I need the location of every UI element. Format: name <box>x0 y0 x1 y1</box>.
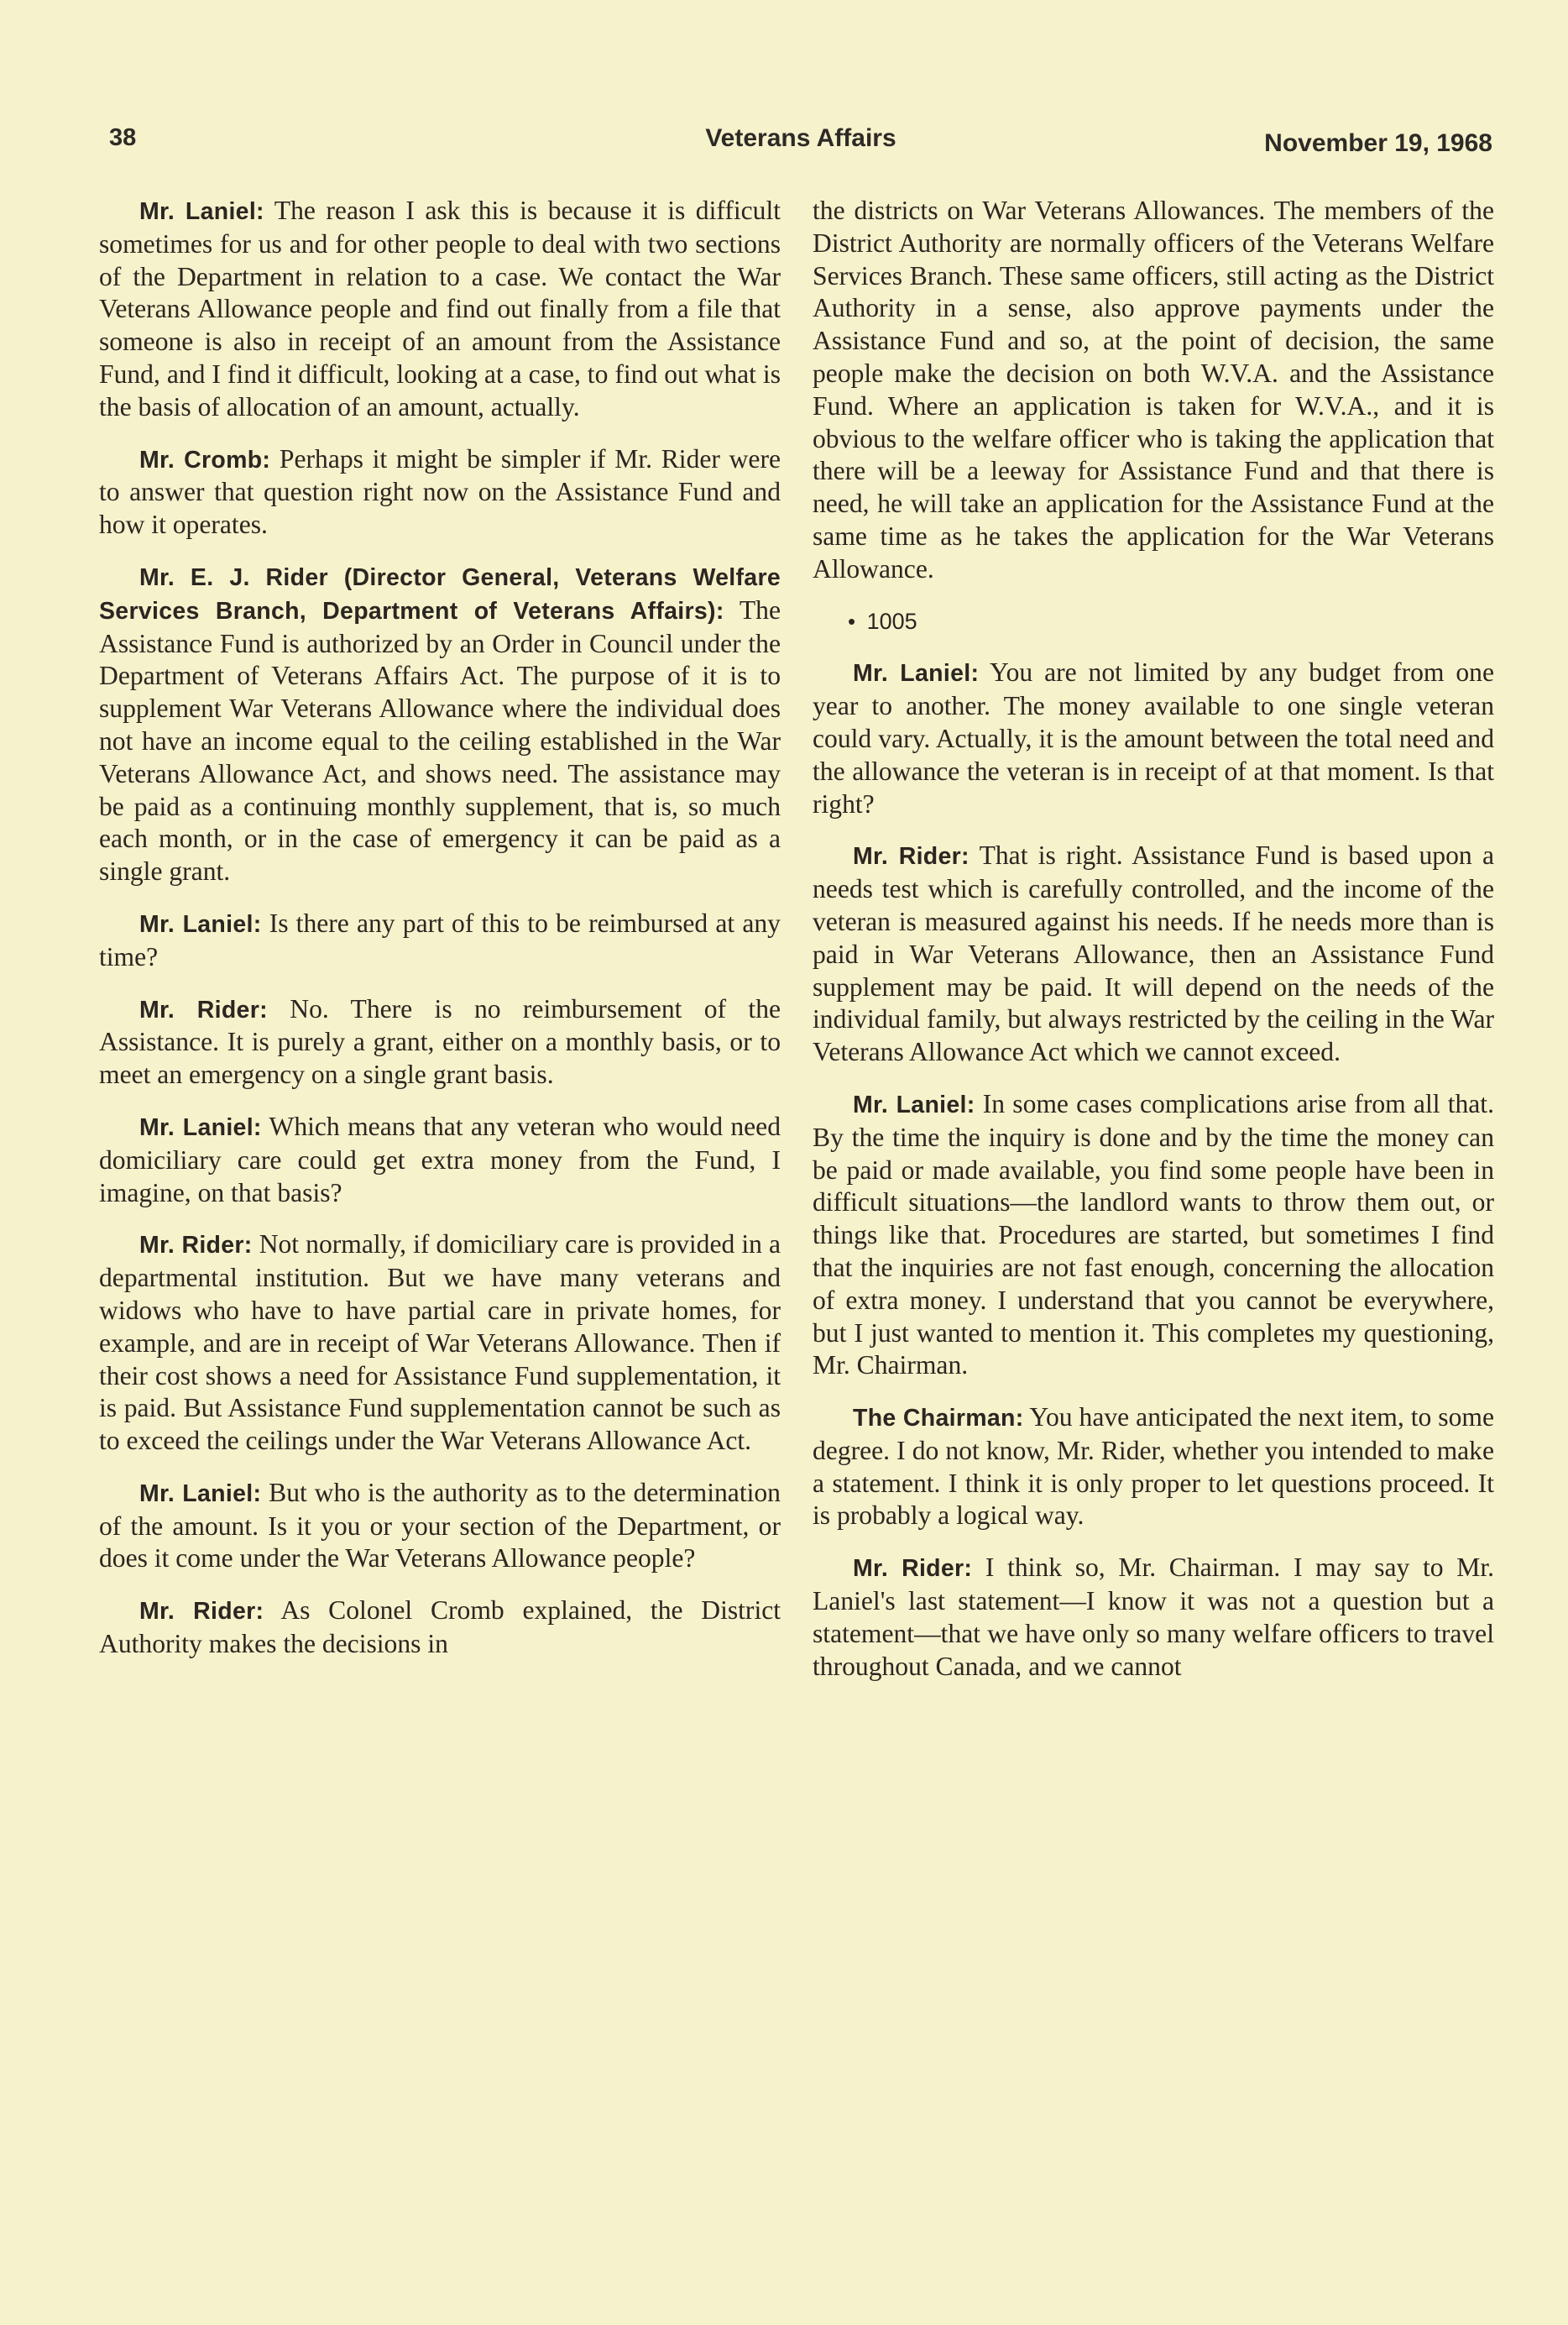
left-column <box>99 195 781 1680</box>
paragraph-text: Perhaps it might be simpler if Mr. Rider were to answer that question right now on the Assistance Fund and how it operates. <box>99 443 781 540</box>
paragraph-text: The reason I ask this is because it is difficult sometimes for us and for other people to deal with two sections of the Department in relation to a case. We contact the War Veterans Allowance people and find out finally from a file that someone is also in receipt of an amount from the Assistance Fund, and I find it difficult, looking at a case, to find out what is the basis of allocation of an amount, actually. <box>99 196 781 422</box>
paragraph-text: But who is the authority as to the determination of the amount. Is it you or your section of the Department, or does it come under the War Veterans Allowance people? <box>99 1477 781 1574</box>
header-date: November 19, 1968 <box>1264 129 1492 157</box>
speaker-name: Mr. Laniel: <box>139 910 262 938</box>
paragraph-text: You have anticipated the next item, to some degree. I do not know, Mr. Rider, whether you intended to make a statement. I think it is only proper to let questions proceed. It is probably a logical way. <box>813 1402 1494 1531</box>
speaker-name: Mr. Rider: <box>853 843 970 871</box>
paragraph-text: Not normally, if domiciliary care is provided in a departmental institution. But we have many veterans and widows who have to have partial care in private homes, for example, and are in receipt of War Veterans Allowance. Then if their cost shows a need for Assistance Fund supplementation, it is paid. But Assistance Fund supplementation cannot be such as to exceed the ceilings under the War Veterans Allowance Act. <box>99 1229 781 1456</box>
time-marker-text: 1005 <box>866 608 917 634</box>
speaker-name: Mr. Laniel: <box>139 198 264 225</box>
paragraph <box>99 1228 781 1458</box>
speaker-name: The Chairman: <box>853 1405 1024 1432</box>
paragraph-text: I think so, Mr. Chairman. I may say to Mr. Laniel's last statement—I know it was not a question but a statement—that we have only so many welfare officers to travel throughout Canada, and we cannot <box>813 1553 1494 1681</box>
paragraph-text: The Assistance Fund is authorized by an Order in Council under the Department of Veterans Affairs Act. The purpose of it is to supplement War Veterans Allowance where the individual does not have an income equal to the ceiling established in the War Veterans Allowance Act, and shows need. The assistance may be paid as a continuing monthly supplement, that is, so much each month, or in the case of emergency it can be paid as a single grant. <box>99 594 781 887</box>
speaker-name: Mr. Rider: <box>139 996 268 1024</box>
paragraph-text: You are not limited by any budget from one year to another. The money available to one single veteran could vary. Actually, it is the amount between the total need and the allowance the veteran is in receipt of at that moment. Is that right? <box>813 657 1494 819</box>
paragraph <box>99 993 781 1092</box>
paragraph <box>99 1477 781 1575</box>
paragraph <box>99 908 781 974</box>
speaker-name: Mr. Rider: <box>853 1555 973 1583</box>
speaker-name: Mr. Laniel: <box>139 1479 262 1507</box>
paragraph-text: As Colonel Cromb explained, the District Authority makes the decisions in <box>99 1595 781 1659</box>
paragraph <box>99 195 781 424</box>
running-title: Veterans Affairs <box>705 124 896 152</box>
speaker-name: Mr. Laniel: <box>139 1113 262 1141</box>
speaker-name: Mr. Rider: <box>139 1232 253 1259</box>
paragraph <box>813 1552 1494 1683</box>
paragraph <box>99 443 781 542</box>
paragraph <box>813 840 1494 1069</box>
speaker-name: Mr. Laniel: <box>853 660 980 688</box>
time-marker <box>813 605 1494 638</box>
paragraph <box>99 1595 781 1661</box>
paragraph-text: In some cases complications arise from all that. By the time the inquiry is done and by the time the money can be paid or made available, you find some people have been in difficult situations—the landlord wants to throw them out, or things like that. Procedures are started, but sometimes I find that the inquiries are not fast enough, concerning the allocation of extra money. I understand that you cannot be everywhere, but I just wanted to mention it. This completes my questioning, Mr. Chairman. <box>813 1088 1494 1380</box>
paragraph <box>813 1088 1494 1382</box>
paragraph <box>813 657 1494 820</box>
speaker-name: Mr. Laniel: <box>853 1091 975 1118</box>
paragraph-text: Which means that any veteran who would need domiciliary care could get extra money from the Fund, I imagine, on that basis? <box>99 1111 781 1207</box>
paragraph <box>99 561 781 888</box>
continued-paragraph <box>813 195 1494 586</box>
right-column <box>813 195 1494 1702</box>
paragraph-text: That is right. Assistance Fund is based upon a needs test which is carefully controlled, and the income of the veteran is measured against his needs. If he needs more than is paid in War Veterans Allowance, then an Assistance Fund supplement may be paid. It will depend on the needs of the individual family, but always restricted by the ceiling in the War Veterans Allowance Act which we cannot exceed. <box>813 840 1495 1067</box>
paragraph <box>813 1401 1494 1532</box>
speaker-name: Mr. Rider: <box>139 1598 264 1626</box>
paragraph-text: the districts on War Veterans Allowances. The members of the District Authority are normally officers of the Veterans Welfare Services Branch. These same officers, still acting as the District Authority in a sense, also approve payments under the Assistance Fund and so, at the point of decision, the same people make the decision on both W.V.A. and the Assistance Fund. Where an application is taken for W.V.A., and it is obvious to the welfare officer who is taking the application that there will be a leeway for Assistance Fund and that there is need, he will take an application for the Assistance Fund at the same time as he takes the application for the War Veterans Allowance. <box>813 196 1494 584</box>
page-header <box>109 124 1492 161</box>
bullet-icon: • <box>848 608 856 634</box>
paragraph-text: Is there any part of this to be reimbursed at any time? <box>99 908 781 971</box>
paragraph-text: No. There is no reimbursement of the Assistance. It is purely a grant, either on a monthly basis, or to meet an emergency on a single grant basis. <box>99 993 781 1090</box>
speaker-name: Mr. E. J. Rider (Director General, Veterans Welfare Services Branch, Department of Veterans Affairs): <box>99 563 781 625</box>
paragraph <box>99 1111 781 1209</box>
speaker-name: Mr. Cromb: <box>139 446 271 474</box>
page-number: 38 <box>109 124 137 151</box>
